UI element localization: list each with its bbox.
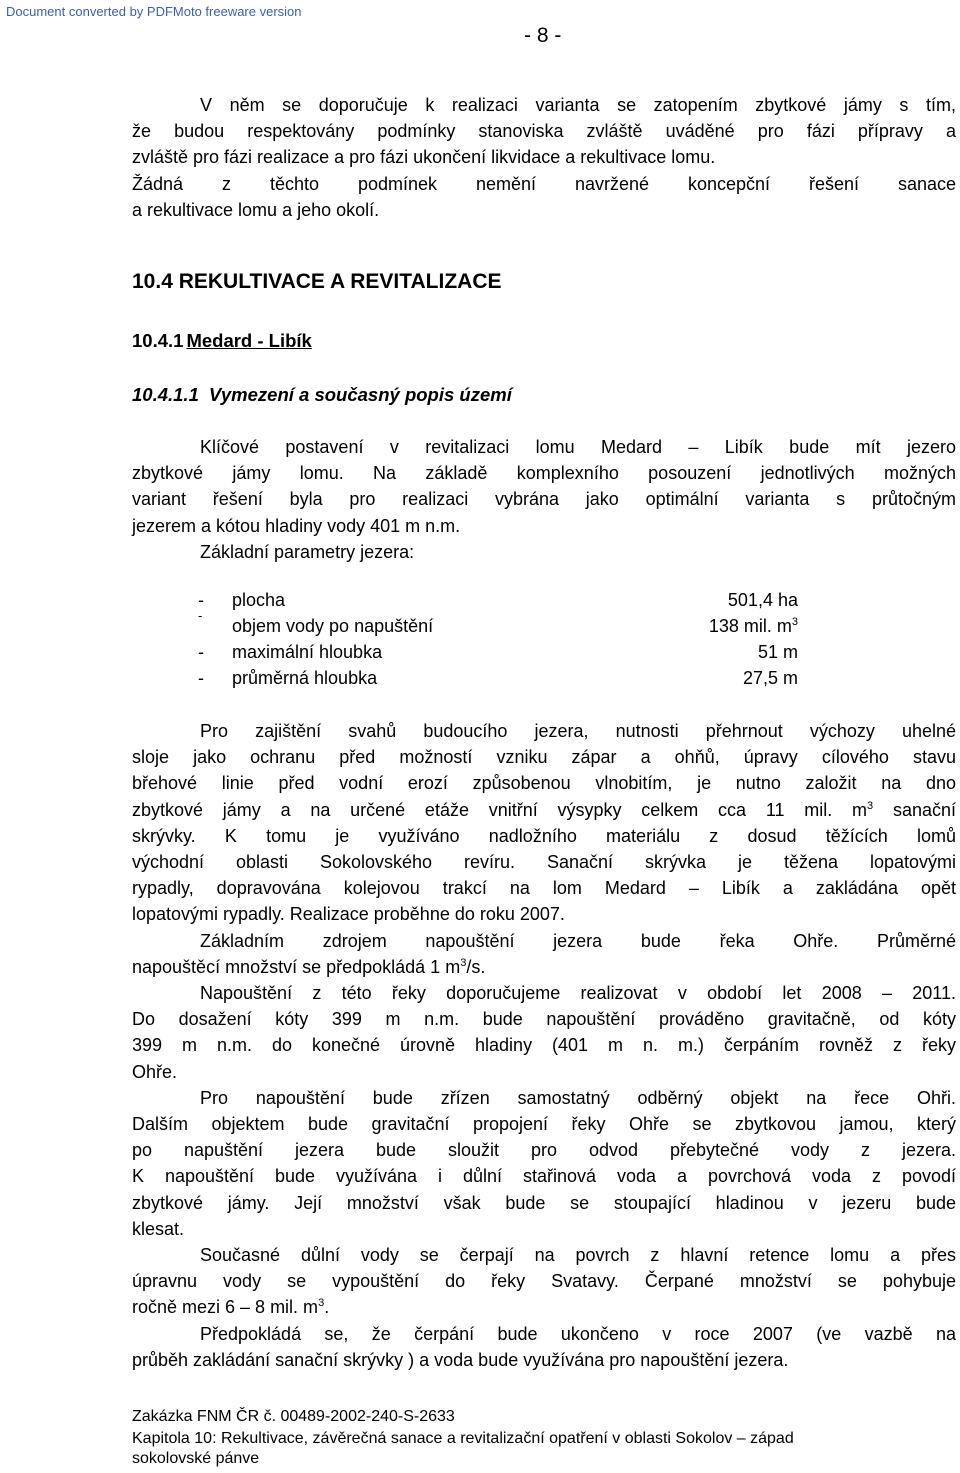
p2-line-7: rypadly, dopravována kolejovou trakcí na lom Medard – Libík a zakládána opět [132, 878, 956, 899]
parameter-label: maximální hloubka [232, 642, 383, 662]
parameter-value: 501,4 ha [727, 590, 798, 610]
section-paragraph-1 [132, 434, 956, 565]
footer-chapter-title-cont: sokolovské pánve [132, 1450, 260, 1467]
footer-chapter-title: Kapitola 10: Rekultivace, závěrečná sanace a revitalizační opatření v oblasti Sokolov – západ [132, 1430, 794, 1447]
p1-line-2: zbytkové jámy lomu. Na základě komplexního posouzení jednotlivých možných [132, 463, 956, 484]
heading-title: REKULTIVACE A REVITALIZACE [178, 270, 502, 293]
section-body-text [132, 718, 956, 1373]
p4-line-4: Ohře. [132, 1061, 178, 1082]
intro-line-5: a rekultivace lomu a jeho okolí. [132, 199, 380, 220]
p5-line-4: K napouštění bude využívána i důlní stařinová voda a povrchová voda z povodí [132, 1166, 956, 1187]
p6-line-1: Současné důlní vody se čerpají na povrch z hlavní retence lomu a přes [200, 1245, 956, 1266]
parameter-row: - plocha 501,4 ha [198, 590, 798, 610]
parameter-value: 138 mil. $m^3$ [708, 616, 798, 636]
p4-line-3: 399 m n.m. do konečné úrovně hladiny (401 m n. m.) čerpáním rovněž z řeky [132, 1035, 956, 1056]
heading-number: 10.4.1.1 [132, 384, 199, 405]
p6-line-3: ročně mezi 6 – 8 mil. $m^3$. [132, 1297, 330, 1318]
heading-title: Medard - Libík [186, 330, 312, 351]
parameter-value: 51 m [757, 642, 798, 662]
p1-line-3: variant řešení byla pro realizaci vybrána jako optimální varianta s průtočným [132, 489, 956, 510]
p2-line-1: Pro zajištění svahů budoucího jezera, nutnosti přehrnout výchozy uhelné [200, 721, 956, 741]
heading-title: Vymezení a současný popis území [208, 384, 512, 405]
heading-number: 10.4.1 [132, 330, 184, 351]
intro-line-3: zvláště pro fázi realizace a pro fázi ukončení likvidace a rekultivace lomu. [132, 147, 716, 168]
p4-line-2: Do dosažení kóty 399 m n.m. bude napouštění prováděno gravitačně, od kóty [132, 1009, 956, 1030]
p5-line-2: Dalším objektem bude gravitační propojení řeky Ohře se zbytkovou jamou, který [132, 1114, 956, 1135]
p3-line-1: Základním zdrojem napouštění jezera bude řeka Ohře. Průměrné [200, 930, 956, 951]
p1-line-4: jezerem a kótou hladiny vody 401 m n.m. [132, 515, 461, 536]
parameter-row: - objem vody po napuštění 138 mil. $m^3$ [198, 608, 798, 636]
page-number: - 8 - [524, 24, 562, 47]
p5-line-5: zbytkové jámy. Její množství však bude se stoupající hladinou v jezeru bude [132, 1192, 956, 1213]
intro-line-4: Žádná z těchto podmínek nemění navržené koncepční řešení sanace [132, 173, 956, 194]
heading-section-10-4-1 [132, 330, 312, 352]
p5-line-3: po napuštění jezera bude sloužit pro odvod přebytečné vody z jezera. [132, 1140, 956, 1161]
p5-line-1: Pro napouštění bude zřízen samostatný odběrný objekt na řece Ohři. [200, 1087, 956, 1108]
heading-number: 10.4 [132, 270, 173, 293]
p6-line-2: úpravnu vody se vypouštění do řeky Svatavy. Čerpané množství se pohybuje [132, 1271, 956, 1292]
parameter-label: objem vody po napuštění [232, 616, 434, 636]
p2-line-3: břehové linie před vodní erozí způsobenou vlnobitím, je nutno založit na dno [132, 773, 956, 794]
p4-line-1: Napouštění z této řeky doporučujeme realizovat v období let 2008 – 2011. [200, 983, 956, 1004]
parameter-value: 27,5 m [742, 668, 798, 688]
intro-line-2: že budou respektovány podmínky stanoviska zvláště uváděné pro fázi přípravy a [132, 121, 956, 142]
converter-watermark: Document converted by PDFMoto freeware version [6, 4, 302, 19]
p2-line-6: východní oblasti Sokolovského revíru. Sanační skrývka je těžena lopatovými [132, 852, 956, 873]
p2-line-4: zbytkové jámy a na určené etáže vnitřní výsypky celkem cca 11 mil. $m^3$ sanační [132, 799, 956, 820]
p2-line-5: skrývky. K tomu je využíváno nadložního materiálu z dosud těžících lomů [132, 825, 956, 846]
intro-line-1: V něm se doporučuje k realizaci varianta se zatopením zbytkové jámy s tím, [200, 95, 956, 115]
parameter-label: plocha [232, 590, 286, 610]
p1-line-5: Základní parametry jezera: [200, 541, 415, 562]
parameter-row: - průměrná hloubka 27,5 m [198, 668, 798, 688]
p2-line-8: lopatovými rypadly. Realizace proběhne do roku 2007. [132, 904, 565, 925]
footer-contract-number: Zakázka FNM ČR č. 00489-2002-240-S-2633 [132, 1408, 455, 1425]
p1-line-1: Klíčové postavení v revitalizaci lomu Medard – Libík bude mít jezero [200, 437, 956, 457]
heading-section-10-4-1-1 [132, 384, 512, 406]
p7-line-1: Předpokládá se, že čerpání bude ukončeno v roce 2007 (ve vazbě na [200, 1323, 956, 1344]
p5-line-6: klesat. [132, 1218, 185, 1239]
parameter-label: průměrná hloubka [232, 668, 378, 688]
p2-line-2: sloje jako ochranu před možností vzniku zápar a ohňů, úpravy cílového stavu [132, 747, 956, 768]
intro-paragraph [132, 92, 956, 223]
p3-line-2: napouštěcí množství se předpokládá 1 $m^3/s$. [132, 956, 486, 977]
heading-section-10-4 [132, 270, 502, 294]
parameter-row: - maximální hloubka 51 m [198, 642, 798, 662]
p7-line-2: průběh zakládání sanační skrývky ) a voda bude využívána pro napouštění jezera. [132, 1349, 789, 1370]
